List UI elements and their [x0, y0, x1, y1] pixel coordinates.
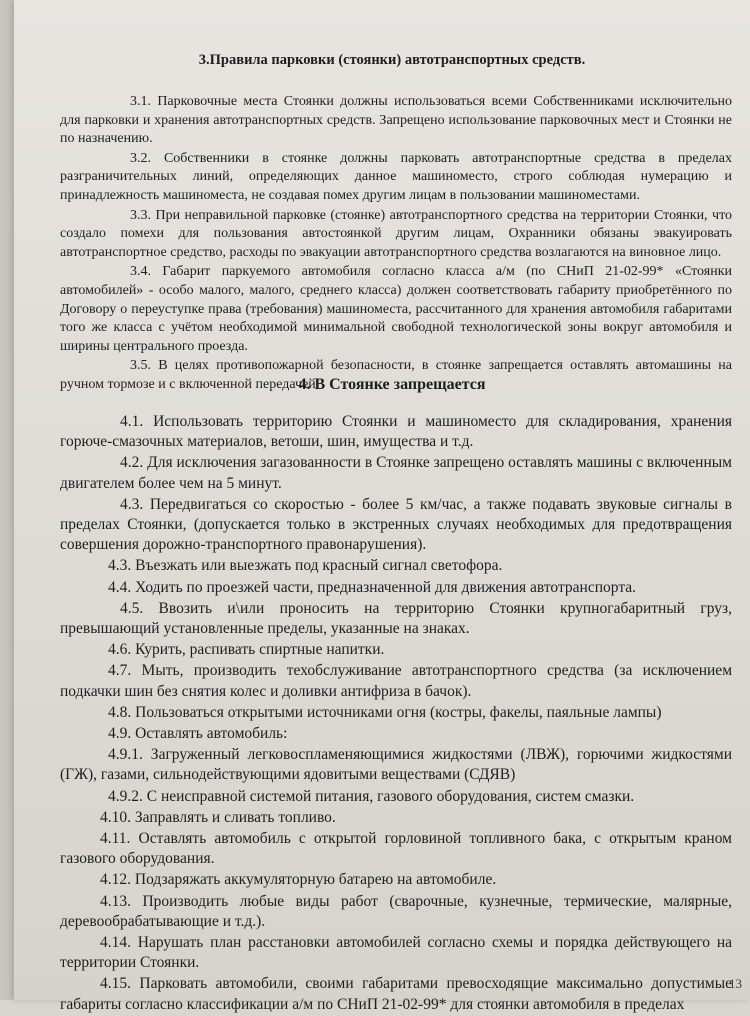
rule-4-9-2: 4.9.2. С неисправной системой питания, газового оборудования, систем смазки.: [108, 787, 635, 805]
rule-4-14: 4.14. Нарушать план расстановки автомобилей согласно схемы и порядка действующего на территории Стоянки.: [60, 934, 732, 972]
rule-4-3-traffic-light: 4.3. Въезжать или выезжать под красный сигнал светофора.: [108, 557, 503, 575]
section-4-body: [60, 412, 732, 1016]
page-edge-shadow: [0, 0, 14, 1000]
rule-3-3: 3.3. При неправильной парковке (стоянке) автотранспортного средства на территории Стоянки, что создало помехи для пользования автостоянкой другим лицам, Охранники обязаны эвакуировать автотранспортное средство, расходы по эвакуации автотранспортного средства возлагаются на виновное лицо.: [60, 207, 732, 260]
rule-4-9-1: 4.9.1. Загруженный легковоспламеняющимися жидкостями (ЛВЖ), горючими жидкостями (ГЖ), газами, сильнодействующими ядовитыми веществами (СДЯВ): [60, 746, 732, 784]
rule-4-2: 4.2. Для исключения загазованности в Стоянке запрещено оставлять машины с включенным двигателем более чем на 5 минут.: [60, 454, 732, 492]
rule-4-6: 4.6. Курить, распивать спиртные напитки.: [108, 641, 385, 659]
rule-4-11: 4.11. Оставлять автомобиль с открытой горловиной топливного бака, с открытым краном газового оборудования.: [60, 830, 732, 868]
rule-4-10: 4.10. Заправлять и сливать топливо.: [100, 808, 336, 826]
section-3-body: [60, 93, 732, 396]
rule-3-2: 3.2. Собственники в стоянке должны парковать автотранспортные средства в пределах разграничительных линий, определяющих данное машиноместо, строго соблюдая нумерацию и принадлежность машиноместа, не создавая помех другим лицам в пользовании машиноместами.: [60, 150, 732, 203]
rule-4-9: 4.9. Оставлять автомобиль:: [108, 725, 288, 743]
rule-4-15: 4.15. Парковать автомобили, своими габаритами превосходящие максимально допустимые габариты согласно классификации а/м по СНиП 21-02-99* для стоянки автомобиля в пределах: [60, 975, 732, 1013]
rule-4-4: 4.4. Ходить по проезжей части, предназначенной для движения автотранспорта.: [108, 578, 637, 596]
rule-3-4: 3.4. Габарит паркуемого автомобиля согласно класса а/м (по СНиП 21-02-99* «Стоянки автомобилей» - особо малого, малого, среднего класса) должен соответствовать габариту приобретённого по Договору о переуступке права (требования) машиноместа, рассчитанного для хранения автомобиля габаритами того же класса с учётом необходимой минимальной свободной технологической зоны вокруг автомобиля и ширины центрального проезда.: [60, 264, 732, 354]
rule-3-1: 3.1. Парковочные места Стоянки должны использоваться всеми Собственниками исключительно для парковки и хранения автотранспортных средств. Запрещено использование парковочных мест и Стоянки не по назначению.: [60, 94, 732, 147]
rule-3-5: 3.5. В целях противопожарной безопасности, в стоянке запрещается оставлять автомашины на ручном тормозе и с включенной передачей.: [60, 358, 732, 392]
page-number: 13: [729, 976, 742, 991]
rule-4-1: 4.1. Использовать территорию Стоянки и машиноместо для складирования, хранения горюче-смазочных материалов, ветоши, шин, имущества и т.д.: [60, 413, 732, 451]
document-page: [14, 0, 750, 1013]
rule-4-8: 4.8. Пользоваться открытыми источниками огня (костры, факелы, паяльные лампы): [108, 703, 662, 721]
section-4-title: 4. В Стоянке запрещается: [298, 376, 486, 393]
rule-4-12: 4.12. Подзаряжать аккумуляторную батарею на автомобиле.: [100, 871, 497, 889]
rule-4-5: 4.5. Ввозить и\или проносить на территорию Стоянки крупногабаритный груз, превышающий установленные пределы, указанные на знаках.: [60, 599, 732, 638]
section-3-title: 3.Правила парковки (стоянки) автотранспортных средств.: [198, 52, 586, 68]
rule-4-3: 4.3. Передвигаться со скоростью - более 5 км/час, а также подавать звуковые сигналы в пределах Стоянки, (допускается только в экстренных случаях необходимых для предотвращения совершения дорожно-транспортного правонарушения).: [60, 495, 732, 554]
rule-4-7: 4.7. Мыть, производить техобслуживание автотранспортного средства (за исключением подкачки шин без снятия колес и доливки антифриза в бачок).: [60, 662, 732, 700]
rule-4-13: 4.13. Производить любые виды работ (сварочные, кузнечные, термические, малярные, деревообрабатывающие и т.д.).: [60, 892, 732, 930]
